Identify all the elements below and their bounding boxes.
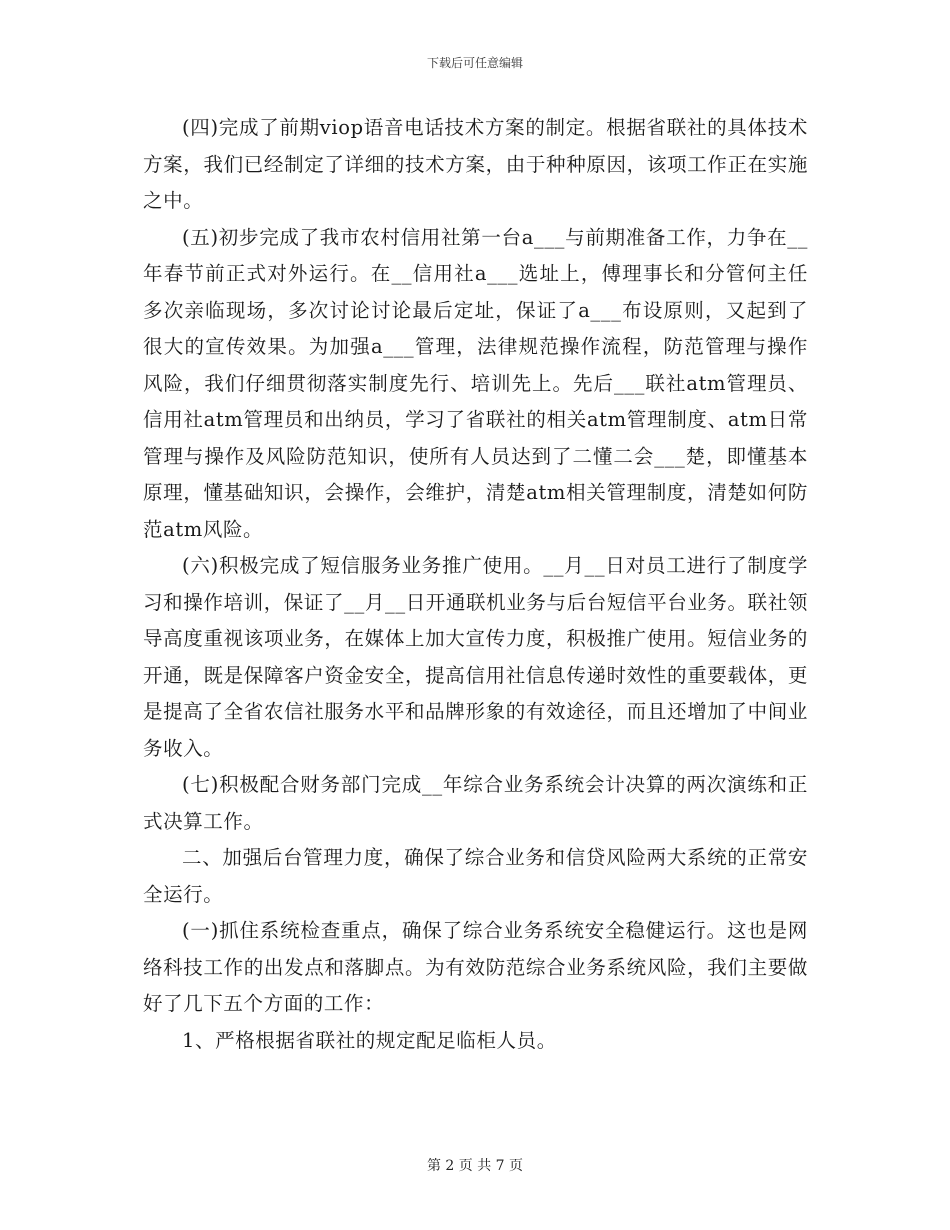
- paragraph-5: (五)初步完成了我市农村信用社第一台a___与前期准备工作，力争在__年春节前正式对外运行。在__信用社a___选址上，傅理事长和分管何主任多次亲临现场，多次讨论讨论最后定址，保证了a___布设原则，又起到了很大的宣传效果。为加强a___管理，法律规范操作流程，防范管理与操作风险，我们仔细贯彻落实制度先行、培训先上。先后___联社atm管理员、信用社atm管理员和出纳员，学习了省联社的相关atm管理制度、atm日常管理与操作及风险防范知识，使所有人员达到了二懂二会___楚，即懂基本原理，懂基础知识，会操作，会维护，清楚atm相关管理制度，清楚如何防范atm风险。: [143, 225, 808, 541]
- page-header-note: 下载后可任意编辑: [426, 56, 523, 70]
- paragraph-6: (六)积极完成了短信服务业务推广使用。__月__日对员工进行了制度学习和操作培训，保证了__月__日开通联机业务与后台短信平台业务。联社领导高度重视该项业务，在媒体上加大宣传力度，积极推广使用。短信业务的开通，既是保障客户资金安全，提高信用社信息传递时效性的重要载体，更是提高了全省农信社服务水平和品牌形象的有效途径，而且还增加了中间业务收入。: [143, 554, 808, 760]
- list-item-1: 1、严格根据省联社的规定配足临柜人员。: [182, 1028, 557, 1052]
- paragraph-4: (四)完成了前期viop语音电话技术方案的制定。根据省联社的具体技术方案，我们已经制定了详细的技术方案，由于种种原因，该项工作正在实施之中。: [143, 116, 808, 212]
- page-number: 第 2 页 共 7 页: [426, 1158, 524, 1174]
- paragraph-7: (七)积极配合财务部门完成__年综合业务系统会计决算的两次演练和正式决算工作。: [143, 773, 808, 833]
- document-body: [143, 110, 808, 1059]
- paragraph-sub-1: (一)抓住系统检查重点，确保了综合业务系统安全稳健运行。这也是网络科技工作的出发点和落脚点。为有效防范综合业务系统风险，我们主要做好了几下五个方面的工作：: [143, 919, 808, 1015]
- section-heading-2: 二、加强后台管理力度，确保了综合业务和信贷风险两大系统的正常安全运行。: [143, 846, 808, 906]
